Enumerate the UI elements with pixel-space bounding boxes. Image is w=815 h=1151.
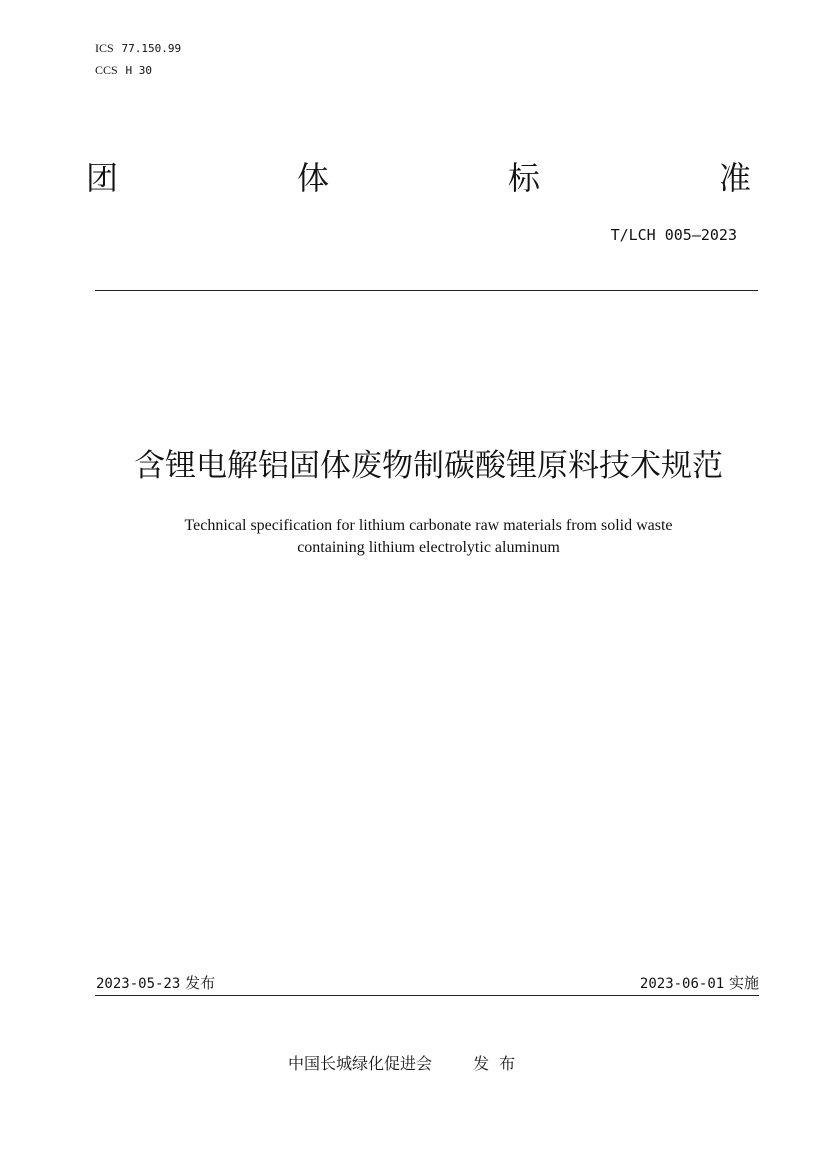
title-english-line: containing lithium electrolytic aluminum — [297, 539, 560, 556]
ics-code: 77.150.99 — [121, 42, 182, 55]
standard-type-char: 准 — [718, 159, 751, 197]
standard-type-char: 团 — [86, 159, 119, 197]
publisher-name: 中国长城绿化促进会 — [288, 1054, 433, 1073]
standard-number: T/LCH 005—2023 — [610, 226, 737, 244]
standard-type-char: 体 — [296, 159, 329, 197]
issue-label: 发布 — [185, 974, 216, 992]
implementation-date: 2023-06-01 — [639, 976, 725, 992]
implementation-date-block — [640, 973, 759, 994]
title-english — [0, 515, 815, 559]
top-divider — [95, 290, 758, 291]
standard-type-heading — [86, 158, 751, 198]
publisher-action: 发布 — [473, 1054, 526, 1073]
ccs-label: CCS — [95, 63, 118, 77]
implementation-label: 实施 — [728, 974, 759, 992]
ccs-code: H 30 — [125, 64, 153, 77]
standard-type-char: 标 — [507, 159, 540, 197]
publisher-line — [288, 1053, 525, 1075]
bottom-divider — [95, 995, 759, 996]
issue-date-block — [96, 973, 215, 994]
ccs-code-row — [95, 63, 152, 78]
title-chinese: 含锂电解铝固体废物制碳酸锂原料技术规范 — [134, 448, 723, 484]
ics-label: ICS — [95, 41, 114, 55]
issue-date: 2023-05-23 — [96, 976, 181, 992]
ics-code-row — [95, 41, 181, 56]
title-english-line: Technical specification for lithium carbonate raw materials from solid waste — [184, 517, 673, 534]
